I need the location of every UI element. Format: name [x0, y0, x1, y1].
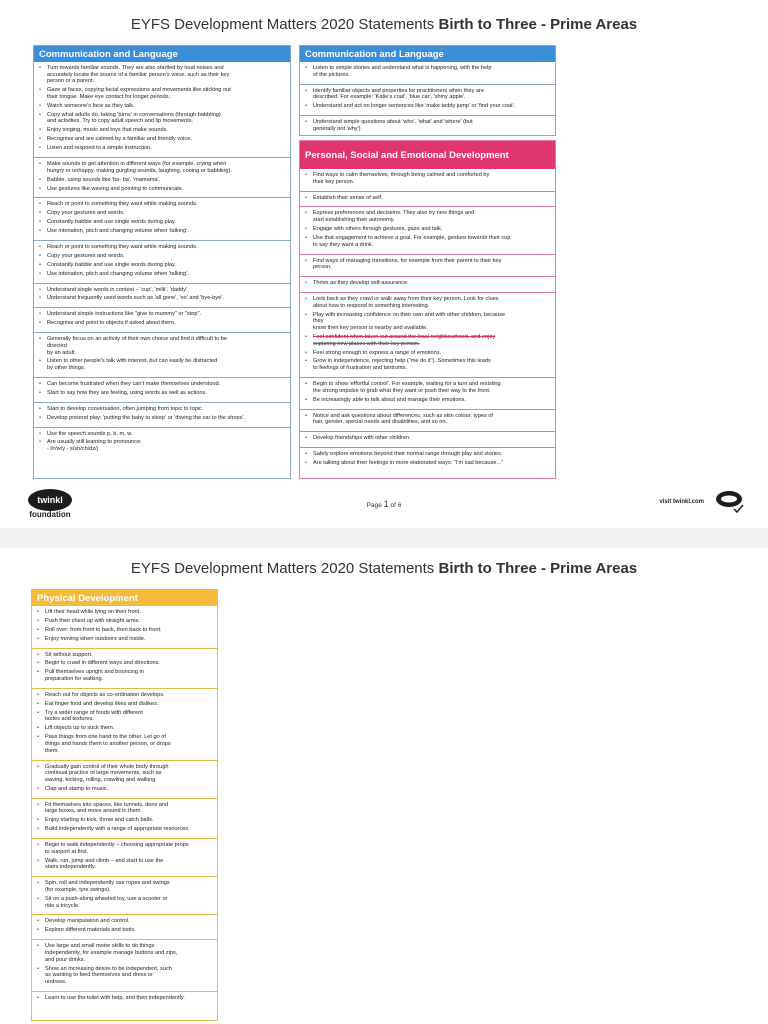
statement-item: • Recognise and point to objects if asked about them. [37, 320, 287, 327]
statement-group [32, 939, 217, 991]
page-word: Page [366, 502, 384, 509]
statement-item: • Spin, roll and independently use ropes and swings (for example, tyre swings). [35, 880, 214, 893]
statement-item: • Use the speech sounds p, b, m, w. [37, 431, 287, 438]
statement-item: • Are talking about their feelings in more elaborated ways: "I'm sad because..." [303, 460, 552, 467]
title-normal-2: EYFS Development Matters 2020 Statements [130, 560, 439, 577]
statement-item: • Use that engagement to achieve a goal. For example, gesture towards their cup to say they want a drink. [303, 235, 552, 248]
statement-group [34, 157, 290, 197]
statement-item: • Establish their sense of self. [303, 195, 552, 202]
footer [0, 486, 768, 522]
statement-list [303, 195, 552, 202]
statement-item: • Copy what adults do, taking 'turns' in conversations (through babbling) and activities. Try to copy adult speech and lip movements. [37, 112, 287, 125]
statement-item: • Try a wider range of foods with different tastes and textures. [35, 710, 214, 723]
statement-item: • Lift their head while lying on their front. [35, 609, 214, 616]
statement-group [32, 798, 217, 838]
statement-item: • Fit themselves into spaces, like tunnels, dens and large boxes, and move around in them. [35, 802, 214, 815]
statement-item: • Understand frequently used words such as 'all gone', 'no' and 'bye-bye'. [37, 295, 287, 302]
statement-item: • Be increasingly able to talk about and manage their emotions. [303, 397, 552, 404]
statement-group [34, 402, 290, 427]
statement-list [35, 943, 214, 985]
statement-item: • Grow in independence, rejecting help ("me do it"). Sometimes this leads to feelings of frustration and tantrums. [303, 358, 552, 371]
statement-list [303, 210, 552, 248]
statement-group [300, 191, 555, 207]
statement-group [300, 431, 555, 447]
pd-groups [32, 606, 217, 1007]
statement-list [35, 692, 214, 754]
statement-list [37, 201, 287, 234]
cl-right-header: Communication and Language [300, 46, 555, 62]
statement-item: • Reach or point to something they want while making sounds. [37, 201, 287, 208]
statement-list [303, 88, 552, 110]
statement-list [35, 842, 214, 871]
statement-item: • Babble, using sounds like 'ba- ba', 'mamama'. [37, 177, 287, 184]
statement-group [32, 991, 217, 1007]
statement-item: • Roll over: from front to back, then back to front. [35, 627, 214, 634]
statement-group [300, 115, 555, 136]
statement-item: • Gradually gain control of their whole body through continual practice of large movements, such as waving, kicking, rolling, crawling and walking. [35, 764, 214, 784]
statement-group [300, 62, 555, 84]
statement-item: • Start to say how they are feeling, using words as well as actions. [37, 390, 287, 397]
statement-list [303, 119, 552, 132]
statement-list [37, 161, 287, 192]
statement-group [34, 62, 290, 157]
statement-item: • Sit without support. [35, 652, 214, 659]
statement-item: • Start to develop conversation, often jumping from topic to topic. [37, 406, 287, 413]
cl-left-groups [34, 62, 290, 458]
cl-right-groups [300, 62, 555, 136]
statement-group [300, 377, 555, 408]
statement-item: • Listen and respond to a simple instruction. [37, 145, 287, 152]
statement-list [35, 609, 214, 642]
statement-item: • Listen to simple stories and understand what is happening, with the help of the pictures. [303, 65, 552, 78]
statement-group [300, 84, 555, 115]
statement-group [34, 283, 290, 308]
statement-list [303, 413, 552, 426]
statement-item: • Make sounds to get attention in different ways (for example, crying when hungry or unhappy, making gurgling sounds, laughing, cooing or babbling). [37, 161, 287, 174]
statement-list [303, 172, 552, 185]
statement-item: • Turn towards familiar sounds. They are also startled by loud noises and accurately locate the source of a familiar person's voice, such as their key person or a parent. [37, 65, 287, 85]
pd-panel [31, 589, 218, 1021]
statement-list [303, 65, 552, 78]
statement-item: • Enjoy moving when outdoors and inside. [35, 636, 214, 643]
statement-item: • Recognise and are calmed by a familiar and friendly voice. [37, 136, 287, 143]
statement-item: • Reach out for objects as co-ordination develops. [35, 692, 214, 699]
statement-item: • Lift objects up to suck them. [35, 725, 214, 732]
statement-list [37, 287, 287, 303]
statement-item: • Build independently with a range of appropriate resources. [35, 826, 214, 833]
page-title [0, 16, 768, 33]
statement-list [37, 431, 287, 453]
psed-groups [300, 169, 555, 472]
statement-item: • Safely explore emotions beyond their normal range through play and stories. [303, 451, 552, 458]
statement-group [300, 409, 555, 432]
statement-item: • Engage with others through gestures, gaze and talk. [303, 226, 552, 233]
statement-item: • Reach or point to something they want while making sounds. [37, 244, 287, 251]
cl-left-panel [33, 45, 291, 479]
statement-item: • Feel strong enough to express a range of emotions. [303, 350, 552, 357]
statement-item: • Thrive as they develop self-assurance. [303, 280, 552, 287]
statement-group [34, 377, 290, 402]
statement-item: • Are usually still learning to pronounce: - l/r/w/y - s/sh/ch/dz/j [37, 439, 287, 452]
statement-item: • Listen to other people's talk with interest, but can easily be distracted by other things. [37, 358, 287, 371]
svg-text:foundation: foundation [29, 510, 71, 519]
statement-item: • Explore different materials and tools. [35, 927, 214, 934]
statement-item: • Begin to crawl in different ways and directions. [35, 660, 214, 667]
statement-list [303, 280, 552, 287]
page-number [0, 499, 768, 509]
statement-list [35, 652, 214, 683]
statement-list [37, 65, 287, 152]
statement-item: • Play with increasing confidence on their own and with other children, because they know their key person is nearby and available. [303, 312, 552, 332]
statement-list [37, 311, 287, 327]
statement-item: • Sit on a push-along wheeled toy, use a scooter or ride a tricycle. [35, 896, 214, 909]
statement-item: • Can become frustrated when they can't make themselves understood. [37, 381, 287, 388]
statement-group [32, 648, 217, 688]
statement-group [34, 427, 290, 458]
statement-item: • Constantly babble and use single words during play. [37, 262, 287, 269]
statement-group [300, 292, 555, 377]
statement-group [300, 447, 555, 472]
visit-twinkl-link[interactable]: visit twinkl.com [659, 499, 704, 505]
statement-item: • Pull themselves upright and bouncing in preparation for walking. [35, 669, 214, 682]
statement-list [303, 296, 552, 372]
statement-item: • Understand simple questions about 'who', 'what' and 'where' (but generally not 'why'). [303, 119, 552, 132]
statement-item: • Generally focus on an activity of their own choice and find it difficult to be directed by an adult. [37, 336, 287, 356]
statement-item: • Identify familiar objects and properties for practitioners when they are described. For example: 'Katie's coat', 'blue car', 'shiny apple'. [303, 88, 552, 101]
psed-panel [299, 140, 556, 479]
statement-item: • Develop manipulation and control. [35, 918, 214, 925]
statement-item: • Develop pretend play: 'putting the baby to sleep' or 'driving the car to the shops'. [37, 415, 287, 422]
statement-group [32, 838, 217, 876]
statement-item: • Enjoy singing, music and toys that make sounds. [37, 127, 287, 134]
statement-group [32, 606, 217, 648]
statement-item: • Use intonation, pitch and changing volume when 'talking'. [37, 271, 287, 278]
statement-item: • Notice and ask questions about differences, such as skin colour, types of hair, gender, special needs and disabilities, and so on. [303, 413, 552, 426]
statement-group [300, 206, 555, 253]
statement-item: • Use gestures like waving and pointing to communicate. [37, 186, 287, 193]
psed-header: Personal, Social and Emotional Development [300, 141, 555, 169]
cl-left-header: Communication and Language [34, 46, 290, 62]
statement-item: • Clap and stamp to music. [35, 786, 214, 793]
title-normal: EYFS Development Matters 2020 Statements [130, 16, 439, 33]
cl-right-panel [299, 45, 556, 136]
pd-header: Physical Development [32, 590, 217, 606]
page-2 [0, 548, 768, 1024]
statement-list [37, 381, 287, 397]
statement-list [303, 435, 552, 442]
statement-item: • Feel confident when taken out around the local neighbourhood, and enjoy exploring new places with their key person. [303, 334, 552, 347]
statement-item: • Express preferences and decisions. They also try new things and start establishing their autonomy. [303, 210, 552, 223]
statement-item: • Copy your gestures and words. [37, 253, 287, 260]
statement-group [34, 307, 290, 332]
statement-list [35, 995, 214, 1002]
statement-group [34, 197, 290, 240]
statement-item: • Use intonation, pitch and changing volume when 'talking'. [37, 228, 287, 235]
title-bold-2: Birth to Three - Prime Areas [438, 560, 638, 577]
statement-list [37, 244, 287, 277]
statement-item: • Watch someone's face as they talk. [37, 103, 287, 110]
statement-list [303, 451, 552, 467]
statement-item: • Understand and act on longer sentences like 'make teddy jump' or 'find your coat'. [303, 103, 552, 110]
statement-item: • Use large and small motor skills to do things independently, for example manage buttons and zips, and pour drinks. [35, 943, 214, 963]
statement-group [32, 760, 217, 798]
statement-item: • Copy your gestures and words. [37, 210, 287, 217]
statement-group [34, 240, 290, 283]
statement-item: • Enjoy starting to kick, throw and catch balls. [35, 817, 214, 824]
statement-list [303, 258, 552, 271]
statement-group [32, 688, 217, 760]
statement-group [300, 169, 555, 191]
statement-list [35, 764, 214, 793]
statement-item: • Push their chest up with straight arms. [35, 618, 214, 625]
statement-item: • Pass things from one hand to the other. Let go of things and hands them to another person, or drops them. [35, 734, 214, 754]
statement-group [32, 914, 217, 939]
statement-item: • Look back as they crawl or walk away from their key person. Look for clues about how to respond to something interesting. [303, 296, 552, 309]
statement-list [35, 918, 214, 934]
statement-item: • Constantly babble and use single words during play. [37, 219, 287, 226]
statement-list [37, 336, 287, 372]
page-of: of 6 [388, 502, 402, 509]
statement-group [32, 876, 217, 914]
statement-item: • Eat finger food and develop likes and dislikes. [35, 701, 214, 708]
statement-item: • Understand single words in context – 'cup', 'milk', 'daddy'. [37, 287, 287, 294]
statement-item: • Find ways to calm themselves, through being calmed and comforted by their key person. [303, 172, 552, 185]
statement-item: • Begin to walk independently – choosing appropriate props to support at first. [35, 842, 214, 855]
statement-list [37, 406, 287, 422]
statement-item: • Show an increasing desire to be independent, such as wanting to feed themselves and dress or undress. [35, 966, 214, 986]
statement-group [300, 254, 555, 277]
statement-group [300, 276, 555, 292]
statement-list [35, 802, 214, 833]
title-bold: Birth to Three - Prime Areas [438, 16, 638, 33]
statement-item: • Walk, run, jump and climb – and start to use the stairs independently. [35, 858, 214, 871]
twinkl-badge-icon [714, 489, 746, 520]
statement-item: • Find ways of managing transitions, for example from their parent to their key person. [303, 258, 552, 271]
statement-item: • Develop friendships with other children. [303, 435, 552, 442]
statement-group [34, 332, 290, 377]
statement-item: • Gaze at faces, copying facial expressions and movements like sticking out their tongue. Make eye contact for longer periods. [37, 87, 287, 100]
statement-item: • Begin to show 'effortful control'. For example, waiting for a turn and resisting the strong impulse to grab what they want or push their way to the front. [303, 381, 552, 394]
statement-item: • Understand simple instructions like "give to mummy" or "stop". [37, 311, 287, 318]
statement-list [303, 381, 552, 403]
statement-list [35, 880, 214, 909]
statement-item: • Learn to use the toilet with help, and then independently. [35, 995, 214, 1002]
page-title-2 [0, 560, 768, 577]
page-num: 1 [383, 499, 389, 509]
svg-text:twinkl: twinkl [37, 495, 63, 505]
